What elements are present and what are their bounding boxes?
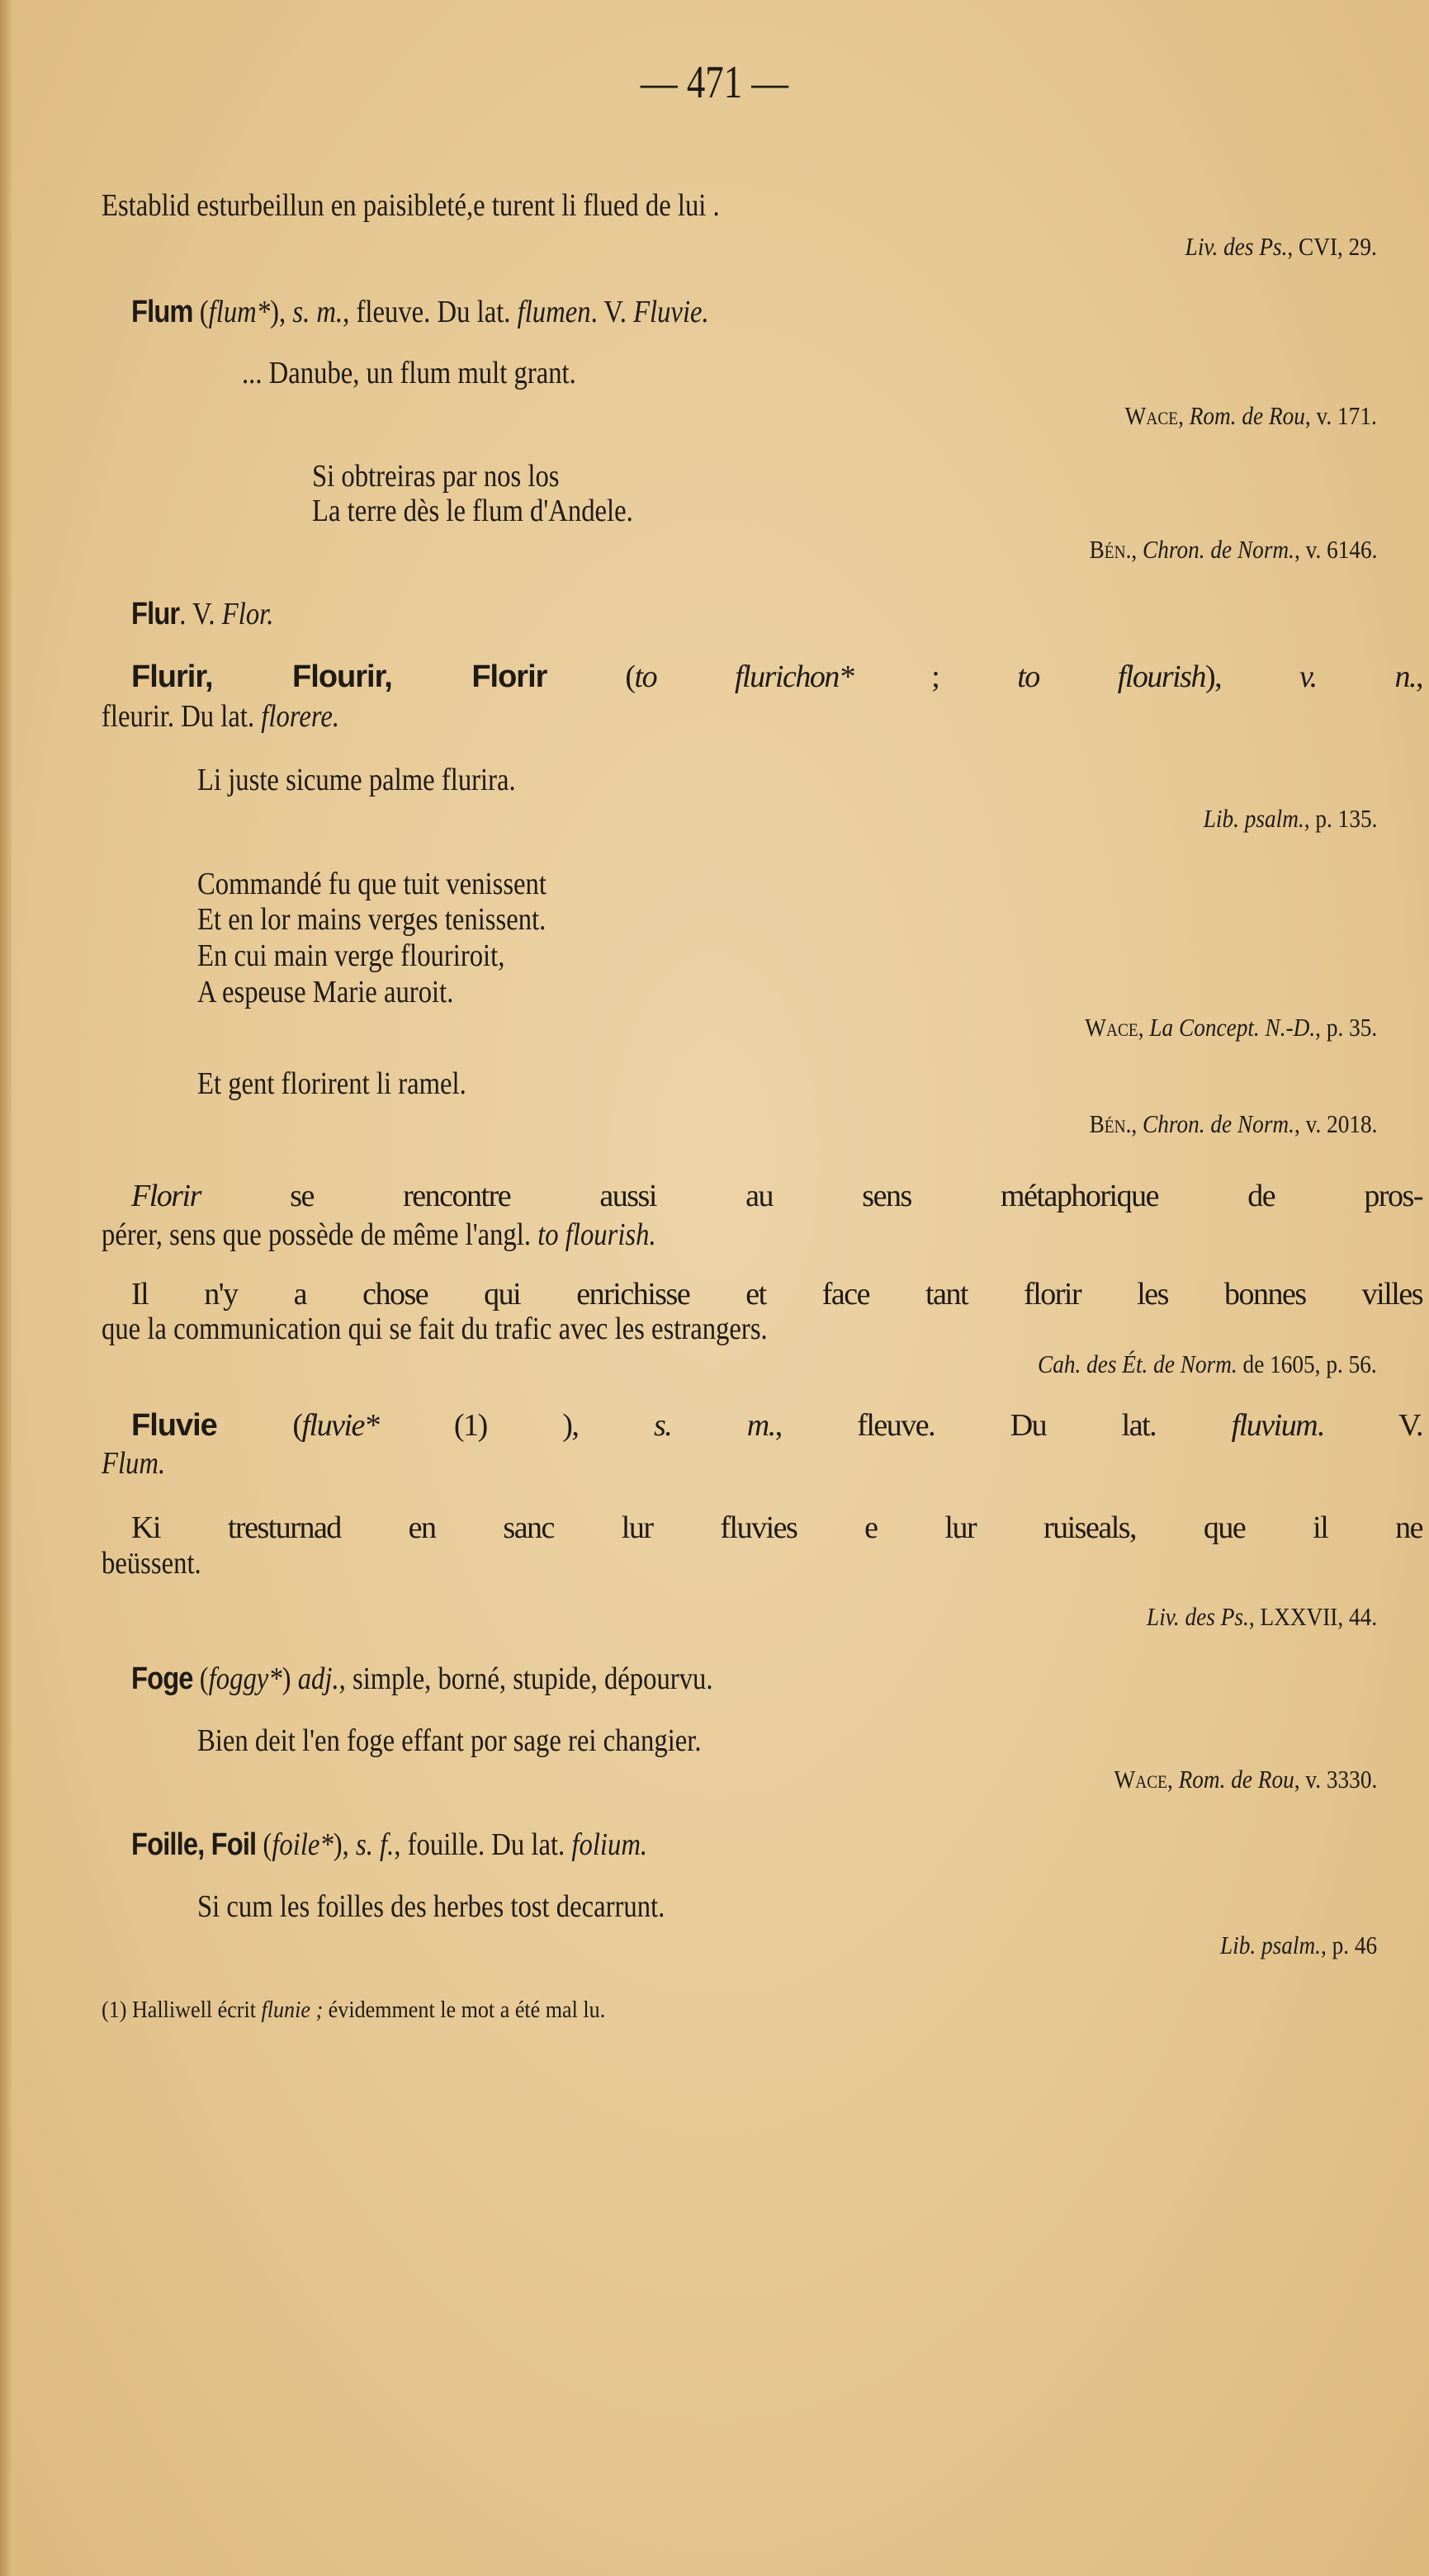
text-line: [197, 940, 504, 971]
text-segment: se rencontre aussi au sens métaphorique de pros-: [200, 1179, 1422, 1213]
text-segment: ,: [1130, 1109, 1143, 1138]
text-line: [242, 357, 576, 389]
text-line: [312, 495, 633, 527]
text-segment: , v. 3330.: [1294, 1765, 1377, 1794]
headword: Foge: [131, 1661, 193, 1696]
citation-line: [1147, 1604, 1377, 1629]
text-segment: flumen: [517, 295, 591, 329]
text-line: [131, 1279, 1422, 1310]
text-segment: ... Danube, un flum mult grant.: [242, 356, 576, 390]
text-segment: to flourish: [1017, 659, 1205, 694]
text-segment: , v. 2018.: [1294, 1109, 1377, 1138]
text-segment: Lib. psalm.: [1203, 804, 1304, 833]
text-segment: Flor.: [221, 597, 274, 631]
citation-line: [1114, 1766, 1377, 1792]
headword: Foille, Foil: [131, 1827, 257, 1862]
text-segment: , p. 135.: [1304, 804, 1377, 833]
text-segment: s. f.: [355, 1827, 395, 1862]
text-segment: ): [282, 1661, 298, 1696]
text-segment: , p. 46: [1320, 1931, 1377, 1959]
page-number: — 471 —: [640, 57, 789, 108]
text-segment: fleurir. Du lat.: [102, 699, 262, 734]
citation-line: [1125, 403, 1377, 428]
text-segment: Li juste sicume palme flurira.: [197, 763, 516, 797]
text-segment: Cah. des Ét. de Norm.: [1038, 1349, 1238, 1378]
text-segment: (: [256, 1827, 272, 1862]
text-segment: Bén.: [1089, 1109, 1131, 1138]
text-segment: ,: [1130, 535, 1143, 564]
text-line: [102, 190, 720, 221]
text-segment: , fleuve. Du lat.: [343, 295, 518, 329]
text-segment: . V.: [1317, 1408, 1423, 1443]
page-edge-shadow: [0, 0, 12, 2576]
text-segment: . V.: [179, 597, 222, 631]
text-segment: Florir: [131, 1179, 201, 1213]
text-line: [197, 868, 547, 900]
text-segment: évidemment le mot a été mal lu.: [323, 1997, 606, 2023]
text-segment: s. m.: [653, 1408, 775, 1443]
text-segment: foggy*: [208, 1661, 282, 1696]
text-segment: (1) Halliwell écrit: [102, 1997, 262, 2023]
citation-line: [1185, 234, 1377, 259]
text-segment: (1) ),: [378, 1408, 654, 1443]
text-line: [131, 1410, 1422, 1441]
text-segment: (: [192, 295, 209, 329]
text-segment: Fluvie.: [633, 295, 709, 329]
text-segment: pérer, sens que possède de même l'angl.: [102, 1217, 538, 1252]
text-line: [131, 1512, 1422, 1543]
text-segment: ),: [270, 295, 293, 329]
text-segment: ,: [1138, 1013, 1150, 1042]
text-line: [197, 1725, 702, 1756]
text-line: [102, 1548, 201, 1579]
text-segment: Wace: [1085, 1013, 1138, 1042]
text-segment: Rom. de Rou: [1189, 401, 1306, 430]
text-segment: v. n.: [1299, 659, 1417, 694]
text-segment: , p. 35.: [1314, 1013, 1377, 1042]
text-segment: , fleuve. Du lat.: [774, 1408, 1232, 1443]
citation-line: [1089, 1111, 1377, 1137]
text-segment: fluvie*: [301, 1408, 379, 1443]
text-segment: Si obtreiras par nos los: [312, 459, 560, 494]
text-segment: flum*: [208, 295, 271, 329]
headword: Flum: [131, 295, 193, 329]
text-line: [197, 904, 546, 935]
text-segment: florere.: [261, 699, 340, 734]
text-segment: to flourish.: [537, 1217, 656, 1252]
text-segment: Wace: [1114, 1765, 1167, 1794]
text-segment: La Concept. N.-D.: [1149, 1013, 1315, 1042]
text-segment: . V.: [590, 295, 634, 329]
text-line: [131, 598, 273, 630]
headword: Fluvie: [131, 1408, 217, 1443]
text-line: [312, 461, 560, 492]
text-segment: , v. 171.: [1305, 401, 1377, 430]
text-segment: Liv. des Ps.: [1185, 232, 1288, 261]
text-segment: , CVI, 29.: [1287, 232, 1377, 261]
text-line: [131, 661, 1422, 692]
text-segment: Flum.: [102, 1446, 166, 1481]
text-segment: que la communication qui se fait du trafic avec les estrangers.: [102, 1312, 768, 1346]
text-segment: ;: [853, 659, 1018, 694]
text-segment: (: [192, 1661, 209, 1696]
text-line: [197, 764, 516, 796]
text-segment: Rom. de Rou: [1178, 1765, 1294, 1794]
text-line: [131, 1663, 713, 1694]
text-segment: to flurichon*: [634, 659, 854, 694]
text-segment: Et en lor mains verges tenissent.: [197, 902, 547, 937]
headword: Flur: [131, 597, 180, 631]
text-segment: Bien deit l'en foge effant por sage rei changier.: [197, 1723, 702, 1758]
text-segment: A espeuse Marie auroit.: [197, 975, 454, 1009]
text-line: [131, 296, 709, 328]
text-segment: ,: [1166, 1765, 1179, 1794]
text-segment: ,: [1416, 659, 1423, 694]
text-segment: La terre dès le flum d'Andele.: [312, 494, 633, 528]
footnote: [102, 1998, 605, 2022]
text-line: [102, 1448, 165, 1479]
text-segment: Si cum les foilles des herbes tost decarrunt.: [197, 1889, 665, 1924]
text-segment: Et gent florirent li ramel.: [197, 1066, 466, 1101]
text-segment: Il n'y a chose qui enrichisse et face tant florir les bonnes villes: [131, 1277, 1422, 1312]
text-line: [102, 701, 339, 732]
text-line: [102, 1313, 768, 1345]
text-line: [197, 1891, 665, 1922]
text-line: [131, 1180, 1422, 1212]
citation-line: [1038, 1351, 1377, 1377]
text-line: [197, 1068, 466, 1099]
citation-line: [1089, 536, 1377, 562]
text-segment: Chron. de Norm.: [1142, 535, 1294, 564]
text-segment: Liv. des Ps.: [1146, 1602, 1249, 1631]
text-segment: Wace: [1124, 401, 1179, 430]
text-segment: ),: [333, 1827, 356, 1862]
text-segment: Bén.: [1089, 535, 1131, 564]
text-segment: Lib. psalm.: [1219, 1931, 1321, 1959]
citation-line: [1203, 806, 1377, 831]
text-segment: beüssent.: [102, 1546, 201, 1581]
text-segment: Ki tresturnad en sanc lur fluvies e lur ruiseals, que il ne: [131, 1510, 1422, 1545]
text-segment: ),: [1204, 659, 1300, 694]
headword: Flurir, Flourir, Florir: [131, 659, 547, 694]
text-segment: , LXXVII, 44.: [1248, 1602, 1377, 1631]
text-segment: adj.: [297, 1661, 339, 1696]
text-segment: , fouille. Du lat.: [394, 1827, 572, 1862]
text-segment: Establid esturbeillun en paisibleté,e turent li flued de lui .: [102, 188, 720, 223]
citation-line: [1085, 1014, 1377, 1040]
text-segment: flunie ;: [261, 1997, 324, 2023]
text-segment: Chron. de Norm.: [1142, 1109, 1294, 1138]
text-segment: En cui main verge flouriroit,: [197, 938, 505, 973]
text-segment: de 1605, p. 56.: [1237, 1349, 1377, 1378]
citation-line: [1220, 1932, 1377, 1958]
text-segment: (: [547, 659, 635, 694]
text-line: [102, 1219, 656, 1250]
text-segment: , v. 6146.: [1294, 535, 1377, 564]
text-segment: s. m.: [292, 295, 343, 329]
text-segment: , simple, borné, stupide, dépourvu.: [338, 1661, 713, 1696]
text-segment: (: [216, 1408, 302, 1443]
text-line: [131, 1829, 647, 1860]
text-line: [197, 976, 453, 1008]
text-segment: fluvium: [1231, 1408, 1318, 1443]
text-segment: Commandé fu que tuit venissent: [197, 867, 547, 901]
text-segment: foile*: [272, 1827, 334, 1862]
text-segment: folium.: [571, 1827, 648, 1862]
text-segment: ,: [1178, 401, 1190, 430]
